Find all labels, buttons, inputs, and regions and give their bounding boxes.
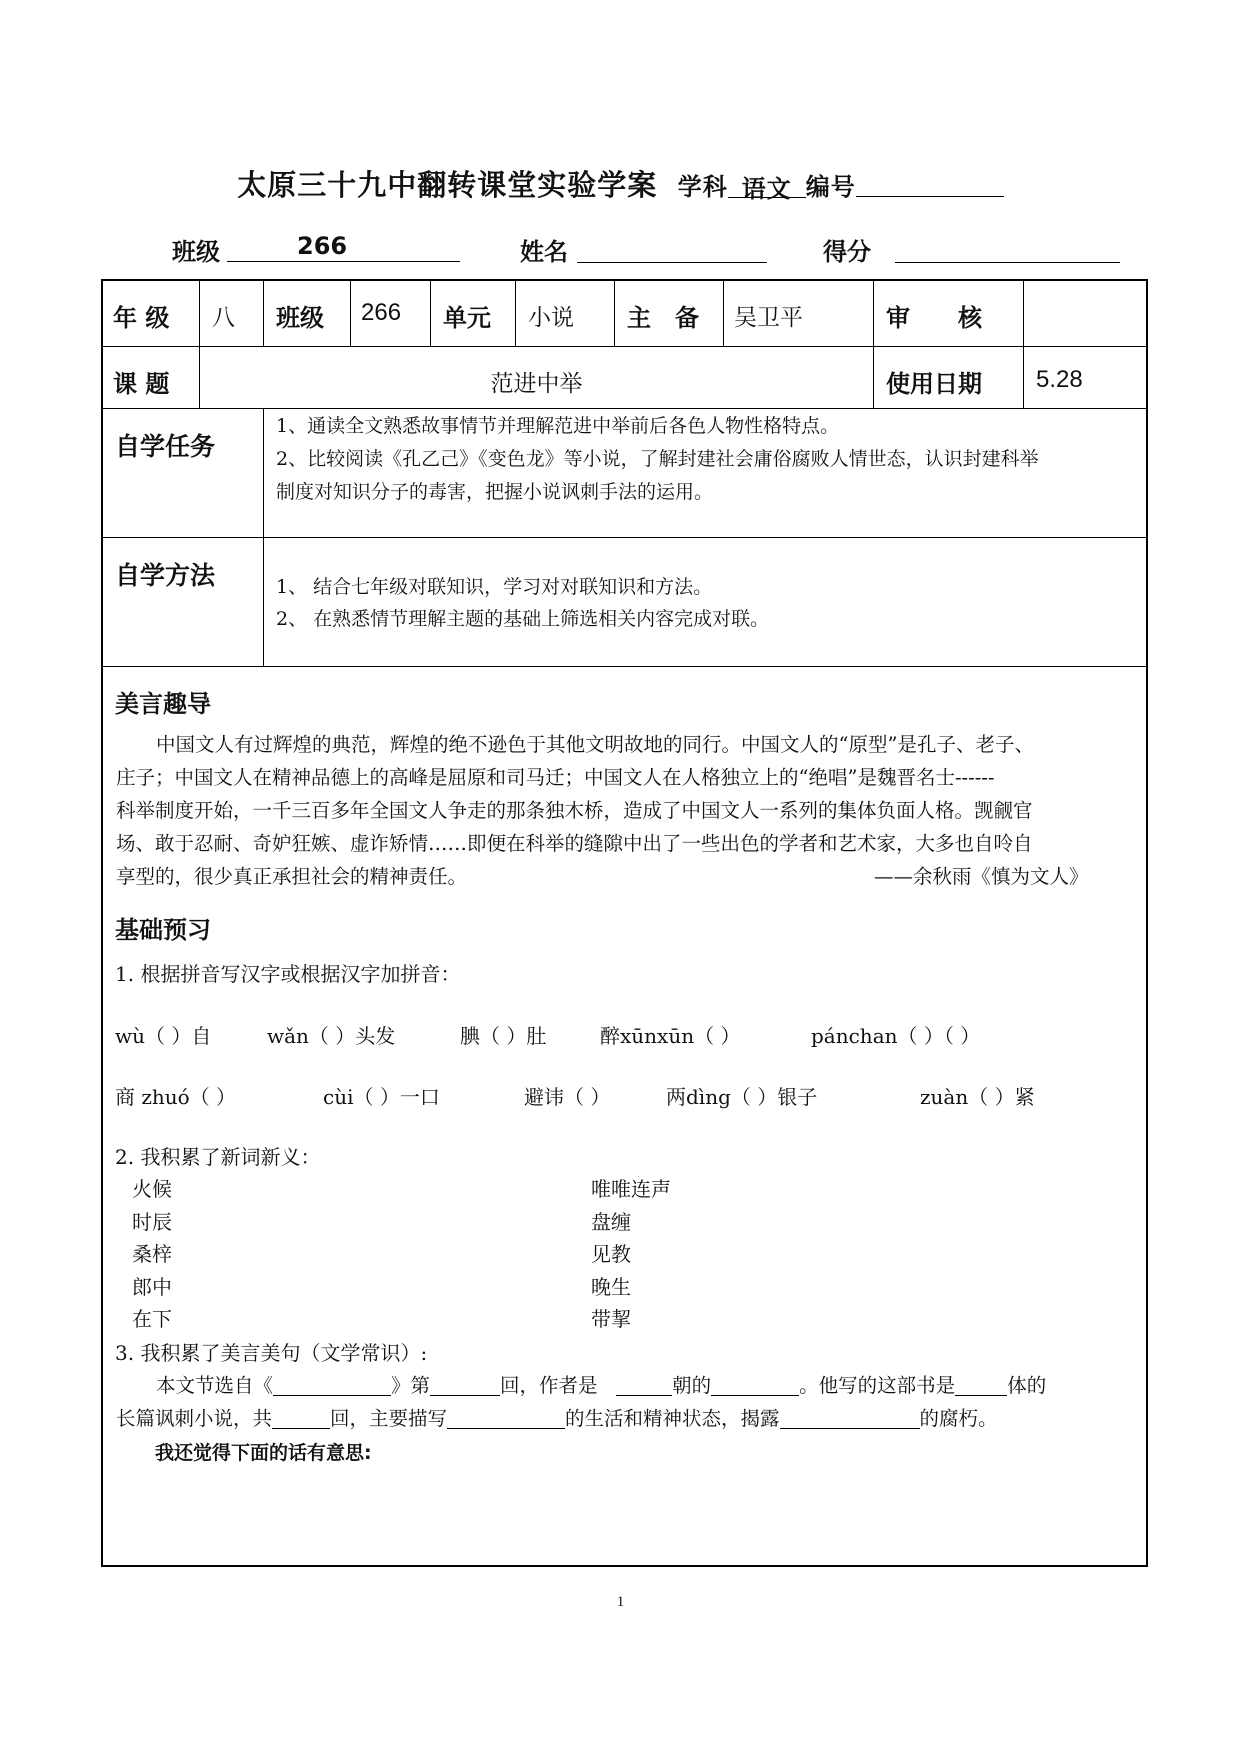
- question-3: 3. 我积累了美言美句（文学常识）:: [115, 1341, 428, 1365]
- row-class-value: 266: [361, 299, 402, 326]
- row-divider: [101, 346, 1148, 347]
- fill-in-paragraph: [116, 1369, 1142, 1435]
- pinyin-item[interactable]: 商 zhuó（ ）: [115, 1085, 237, 1109]
- word-item: 火候: [132, 1177, 172, 1201]
- methods-label: 自学方法: [115, 561, 216, 590]
- fill-blank-chapter[interactable]: [430, 1373, 500, 1396]
- task-line: 1、通读全文熟悉故事情节并理解范进中举前后各色人物性格特点。: [276, 415, 840, 437]
- page-number: 1: [616, 1594, 625, 1610]
- col-divider: [614, 279, 615, 346]
- words-left: [132, 1173, 172, 1336]
- intro-line: 享型的，很少真正承担社会的精神责任。: [116, 865, 468, 888]
- fill-blank-book[interactable]: [273, 1373, 391, 1396]
- number-label: 编号: [805, 173, 856, 201]
- topic-value: 范进中举: [490, 371, 583, 397]
- pinyin-item[interactable]: 腆（ ）肚: [460, 1024, 547, 1048]
- title-main: 太原三十九中翻转课堂实验学案: [237, 168, 658, 202]
- grade-label: 年 级: [113, 304, 170, 332]
- word-item: 盘缠: [591, 1209, 631, 1234]
- fill-text: 回，作者是: [500, 1374, 598, 1397]
- fill-blank-author[interactable]: [711, 1373, 799, 1396]
- subject-label: 学科: [677, 173, 728, 201]
- intro-attribution: ——余秋雨《慎为文人》: [874, 865, 1089, 888]
- method-line: 2、 在熟悉情节理解主题的基础上筛选相关内容完成对联。: [276, 608, 770, 630]
- fill-text: 本文节选自《: [156, 1374, 274, 1397]
- fill-blank-exposed[interactable]: [780, 1406, 920, 1429]
- topic-label: 课 题: [113, 370, 170, 398]
- intro-line: 中国文人有过辉煌的典范，辉煌的绝不逊色于其他文明故地的同行。中国文人的“原型”是孔子、老子、: [156, 733, 1034, 756]
- unit-label: 单元: [443, 304, 491, 332]
- review-label: 审 核: [886, 304, 982, 332]
- fill-blank-style[interactable]: [955, 1373, 1007, 1396]
- intro-paragraph: [116, 728, 1142, 893]
- lead-label: 主 备: [627, 304, 699, 332]
- lead-value: 吴卫平: [734, 305, 803, 331]
- row-class-label: 班级: [276, 304, 324, 332]
- pinyin-item[interactable]: 避讳（ ）: [524, 1085, 611, 1109]
- word-item: 桑梓: [132, 1242, 172, 1266]
- words-right: [591, 1173, 671, 1336]
- pinyin-item[interactable]: wǎn（ ）头发: [267, 1024, 396, 1048]
- name-field[interactable]: [577, 232, 767, 263]
- number-field[interactable]: [856, 168, 1004, 197]
- intro-line: 科举制度开始，一千三百多年全国文人争走的那条独木桥，造成了中国文人一系列的集体负面人格。觊觎官: [116, 799, 1033, 822]
- class-label: 班级: [172, 238, 220, 266]
- question-1: 1. 根据拼音写汉字或根据汉字加拼音：: [115, 962, 461, 986]
- date-value: 5.28: [1036, 366, 1083, 393]
- word-item: 郎中: [132, 1274, 172, 1299]
- task-line: 2、比较阅读《孔乙己》《变色龙》等小说，了解封建社会庸俗腐败人情世态，认识封建科举: [276, 448, 1039, 470]
- fill-text: 回，主要描写: [330, 1407, 448, 1430]
- intro-line: 庄子；中国文人在精神品德上的高峰是屈原和司马迁；中国文人在人格独立上的“绝唱”是魏晋名士------: [116, 766, 995, 789]
- fill-text: 朝的: [672, 1374, 712, 1397]
- row-divider: [101, 666, 1148, 667]
- grade-value: 八: [212, 305, 235, 331]
- subject-field[interactable]: 语文: [728, 169, 806, 198]
- method-line: 1、 结合七年级对联知识，学习对对联知识和方法。: [276, 576, 713, 598]
- score-label: 得分: [823, 238, 871, 266]
- col-divider: [263, 408, 264, 666]
- fill-text: 。他写的这部书是: [799, 1374, 956, 1397]
- col-divider: [723, 279, 724, 346]
- word-item: 见教: [591, 1242, 631, 1266]
- fill-blank-dynasty[interactable]: [616, 1373, 672, 1396]
- row-divider: [101, 537, 1148, 538]
- intro-heading: 美言趣导: [115, 690, 211, 718]
- preview-heading: 基础预习: [115, 916, 211, 944]
- fill-text: 》第: [391, 1374, 431, 1397]
- word-item: 唯唯连声: [591, 1177, 671, 1201]
- fill-text: 长篇讽刺小说，共: [116, 1407, 273, 1430]
- word-item: 晚生: [591, 1274, 631, 1299]
- extra-prompt: 我还觉得下面的话有意思:: [155, 1442, 372, 1464]
- task-line: 制度对知识分子的毒害，把握小说讽刺手法的运用。: [276, 481, 714, 503]
- pinyin-item[interactable]: 醉xūnxūn（ ）: [600, 1024, 741, 1048]
- col-divider: [1023, 279, 1024, 408]
- fill-text: 体的: [1007, 1374, 1047, 1397]
- score-field[interactable]: [895, 232, 1120, 263]
- word-item: 在下: [132, 1307, 172, 1331]
- question-2: 2. 我积累了新词新义：: [115, 1145, 321, 1169]
- document-title: [0, 163, 1241, 204]
- fill-text: 的生活和精神状态，揭露: [565, 1407, 780, 1430]
- tasks-label: 自学任务: [115, 432, 216, 461]
- row-divider: [101, 408, 1148, 409]
- pinyin-item[interactable]: wù（ ）自: [115, 1024, 212, 1048]
- word-item: 带挈: [591, 1307, 631, 1331]
- col-divider: [515, 279, 516, 346]
- col-divider: [350, 279, 351, 346]
- intro-line: 场、敢于忍耐、奇妒狂嫉、虚诈矫情……即便在科举的缝隙中出了一些出色的学者和艺术家，大多也自呤自: [116, 832, 1033, 855]
- fill-blank-count[interactable]: [272, 1406, 330, 1429]
- pinyin-item[interactable]: cùi（ ）一口: [323, 1085, 440, 1109]
- class-field[interactable]: 266: [227, 232, 460, 262]
- date-label: 使用日期: [886, 370, 982, 398]
- word-item: 时辰: [132, 1209, 172, 1234]
- col-divider: [263, 279, 264, 346]
- fill-text: 的腐朽。: [919, 1407, 998, 1430]
- col-divider: [873, 279, 874, 408]
- unit-value: 小说: [528, 305, 574, 331]
- pinyin-item[interactable]: pánchan（ ）（ ）: [811, 1024, 981, 1048]
- pinyin-item[interactable]: zuàn（ ）紧: [920, 1085, 1035, 1109]
- fill-blank-subject[interactable]: [447, 1406, 565, 1429]
- col-divider: [430, 279, 431, 346]
- pinyin-item[interactable]: 两dìng（ ）银子: [666, 1085, 818, 1109]
- name-label: 姓名: [520, 238, 568, 266]
